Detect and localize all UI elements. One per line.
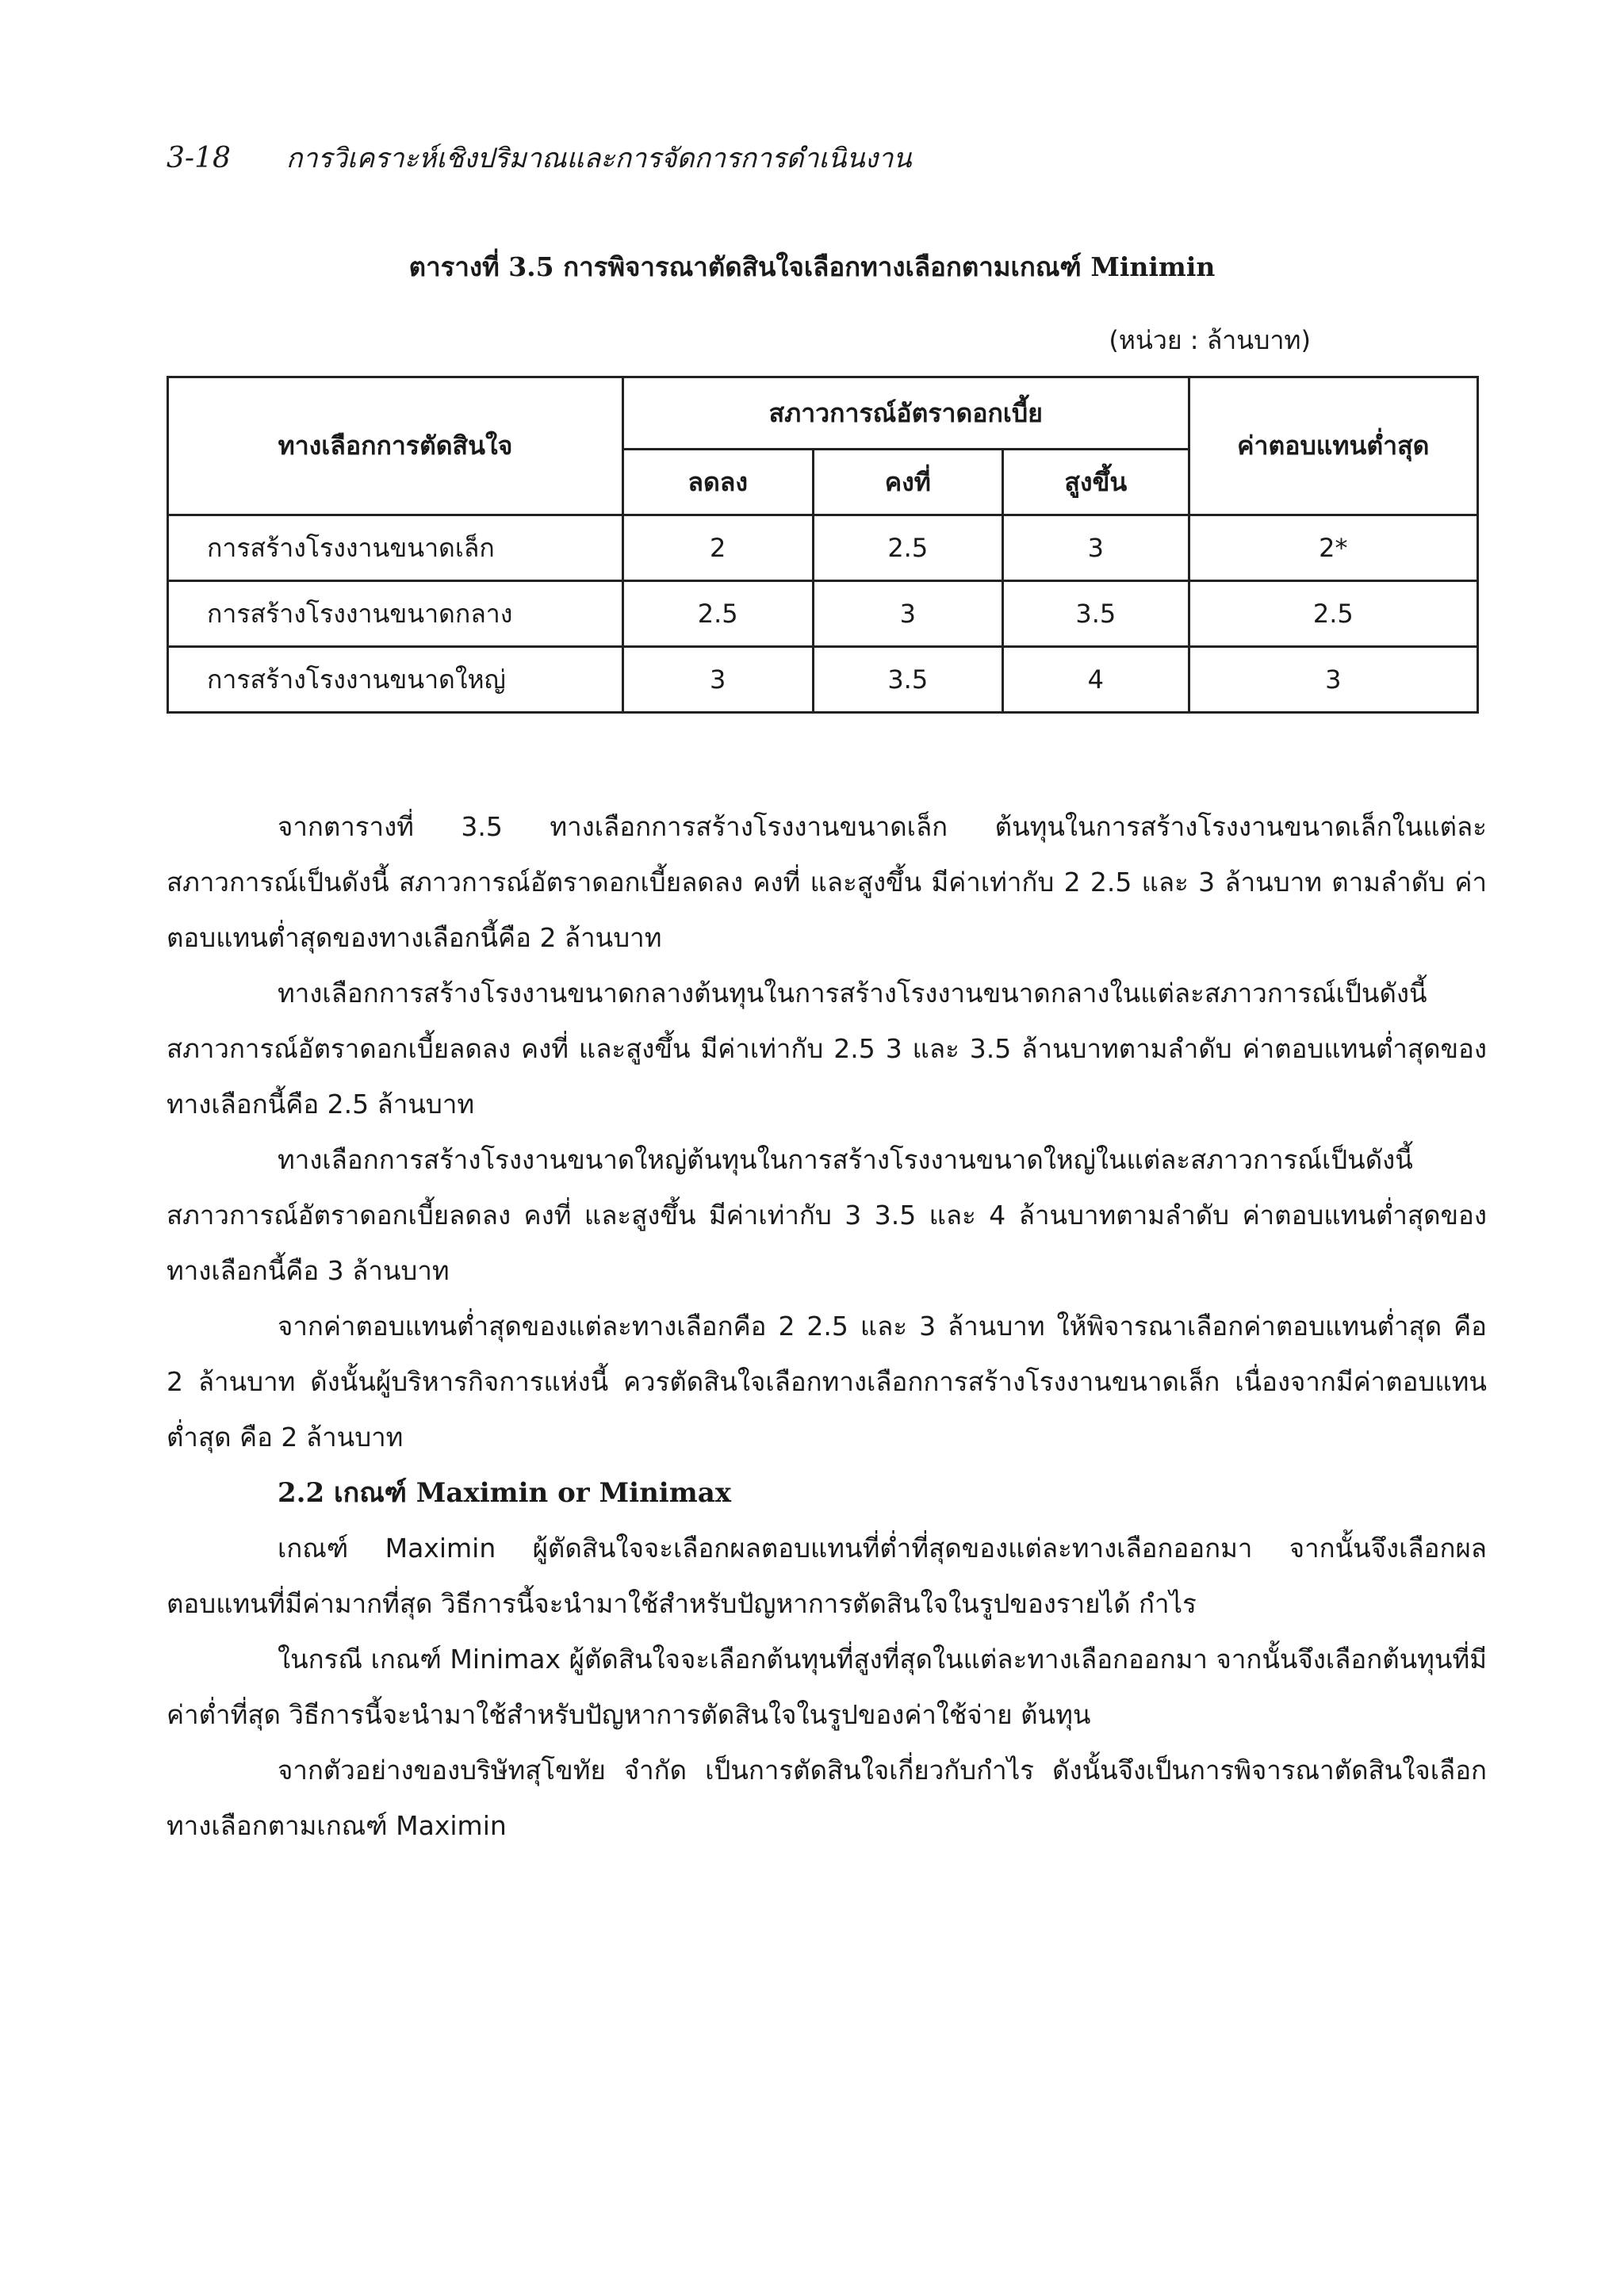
table-cell: 2.5 — [622, 581, 813, 647]
table-cell: 3 — [622, 647, 813, 713]
table-header-row — [168, 377, 1478, 450]
row-min-payoff: 2* — [1189, 515, 1477, 581]
table-cell: 3.5 — [1003, 581, 1189, 647]
table-cell: 2.5 — [813, 515, 1003, 581]
table-row — [168, 647, 1478, 713]
header-alternative: ทางเลือกการตัดสินใจ — [168, 377, 623, 515]
row-alternative: การสร้างโรงงานขนาดเล็ก — [168, 515, 623, 581]
table-cell: 3 — [1003, 515, 1189, 581]
running-header — [167, 136, 912, 179]
minimin-table — [167, 376, 1479, 714]
table-row — [168, 515, 1478, 581]
table-cell: 3 — [813, 581, 1003, 647]
table-title: ตารางที่ 3.5 การพิจารณาตัดสินใจเลือกทางเลือกตามเกณฑ์ Minimin — [408, 251, 1216, 282]
section-paragraph: จากตัวอย่างของบริษัทสุโขทัย จำกัด เป็นการตัดสินใจเกี่ยวกับกำไร ดังนั้นจึงเป็นการพิจารณาตัดสินใจเลือกทางเลือกตามเกณฑ์ Maximin — [167, 1755, 1487, 1841]
table-cell: 3.5 — [813, 647, 1003, 713]
table-row — [168, 581, 1478, 647]
row-alternative: การสร้างโรงงานขนาดกลาง — [168, 581, 623, 647]
table-cell: 4 — [1003, 647, 1189, 713]
table-cell: 2 — [622, 515, 813, 581]
body-text — [167, 799, 1487, 1854]
body-paragraph: จากค่าตอบแทนต่ำสุดของแต่ละทางเลือกคือ 2 2.5 และ 3 ล้านบาท ให้พิจารณาเลือกค่าตอบแทนต่ำสุด คือ 2 ล้านบาท ดังนั้นผู้บริหารกิจการแห่งนี้ ควรตัดสินใจเลือกทางเลือกการสร้างโรงงานขนาดเล็ก เนื่องจากมีค่าตอบแทนต่ำสุด คือ 2 ล้านบาท — [167, 1311, 1487, 1453]
section-paragraph: เกณฑ์ Maximin ผู้ตัดสินใจจะเลือกผลตอบแทนที่ต่ำที่สุดของแต่ละทางเลือกออกมา จากนั้นจึงเลือกผลตอบแทนที่มีค่ามากที่สุด วิธีการนี้จะนำมาใช้สำหรับปัญหาการตัดสินใจในรูปของรายได้ กำไร — [167, 1533, 1487, 1619]
header-scenario-decrease: ลดลง — [622, 450, 813, 515]
header-scenario-group: สภาวการณ์อัตราดอกเบี้ย — [622, 377, 1189, 450]
row-min-payoff: 3 — [1189, 647, 1477, 713]
header-scenario-increase: สูงขึ้น — [1003, 450, 1189, 515]
page-number: 3-18 — [167, 142, 231, 174]
row-min-payoff: 2.5 — [1189, 581, 1477, 647]
table-unit-note: (หน่วย : ล้านบาท) — [1109, 325, 1311, 355]
running-title: การวิเคราะห์เชิงปริมาณและการจัดการการดำเนินงาน — [285, 143, 912, 174]
header-scenario-constant: คงที่ — [813, 450, 1003, 515]
row-alternative: การสร้างโรงงานขนาดใหญ่ — [168, 647, 623, 713]
header-min-payoff: ค่าตอบแทนต่ำสุด — [1189, 377, 1477, 515]
body-paragraph: ทางเลือกการสร้างโรงงานขนาดใหญ่ต้นทุนในการสร้างโรงงานขนาดใหญ่ในแต่ละสภาวการณ์เป็นดังนี้ สภาวการณ์อัตราดอกเบี้ยลดลง คงที่ และสูงขึ้น มีค่าเท่ากับ 3 3.5 และ 4 ล้านบาทตามลำดับ ค่าตอบแทนต่ำสุดของทางเลือกนี้คือ 3 ล้านบาท — [167, 1144, 1487, 1286]
body-paragraph: ทางเลือกการสร้างโรงงานขนาดกลางต้นทุนในการสร้างโรงงานขนาดกลางในแต่ละสภาวการณ์เป็นดังนี้ สภาวการณ์อัตราดอกเบี้ยลดลง คงที่ และสูงขึ้น มีค่าเท่ากับ 2.5 3 และ 3.5 ล้านบาทตามลำดับ ค่าตอบแทนต่ำสุดของทางเลือกนี้คือ 2.5 ล้านบาท — [167, 978, 1487, 1120]
section-paragraph: ในกรณี เกณฑ์ Minimax ผู้ตัดสินใจจะเลือกต้นทุนที่สูงที่สุดในแต่ละทางเลือกออกมา จากนั้นจึงเลือกต้นทุนที่มีค่าต่ำที่สุด วิธีการนี้จะนำมาใช้สำหรับปัญหาการตัดสินใจในรูปของค่าใช้จ่าย ต้นทุน — [167, 1644, 1487, 1730]
body-paragraph: จากตารางที่ 3.5 ทางเลือกการสร้างโรงงานขนาดเล็ก ต้นทุนในการสร้างโรงงานขนาดเล็กในแต่ละสภาวการณ์เป็นดังนี้ สภาวการณ์อัตราดอกเบี้ยลดลง คงที่ และสูงขึ้น มีค่าเท่ากับ 2 2.5 และ 3 ล้านบาท ตามลำดับ ค่าตอบแทนต่ำสุดของทางเลือกนี้คือ 2 ล้านบาท — [167, 811, 1487, 953]
section-heading: 2.2 เกณฑ์ Maximin or Minimax — [278, 1477, 731, 1509]
